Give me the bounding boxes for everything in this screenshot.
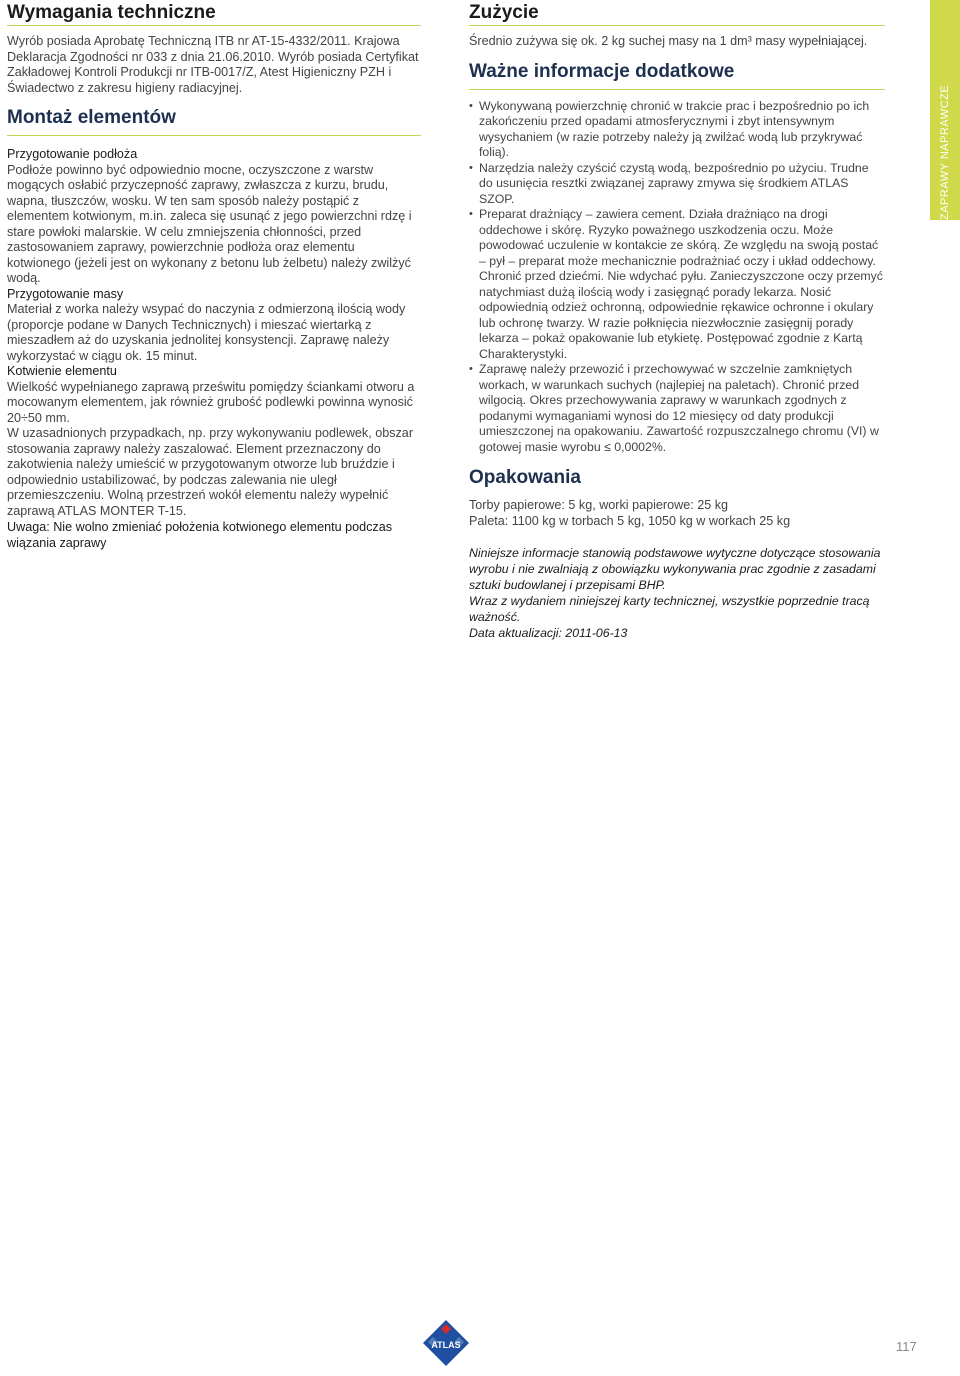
info-list [469,99,885,456]
prep-mass-heading: Przygotowanie masy [7,286,124,301]
packaging-line-2: Paleta: 1100 kg w torbach 5 kg, 1050 kg w workach 25 kg [469,513,791,528]
prep-base-text: Podłoże powinno być odpowiednio mocne, oczyszczone z warstw mogących osłabić przyczepność zaprawy, zwłaszcza z kurzu, brudu, wapna, tłuszczów, wosku. W ten sam sposób należy postąpić z elementem kotwionym, m.in. zaleca się usunąć z jego powierzchni rdzę i stare powłoki malarskie. W celu zmniejszenia chłonności, przed zastosowaniem zaprawy, powierzchnie podłoża oraz elementu kotwionego (jeżeli jest on wykonany z betonu lub żelbetu) należy zwilżyć wodą. [7,162,412,285]
montage-heading: Montaż elementów [7,107,421,136]
usage-text: Średnio zużywa się ok. 2 kg suchej masy na 1 dm³ masy wypełniającej. [469,34,868,48]
anchoring-heading: Kotwienie elementu [7,364,117,378]
left-column [7,0,421,551]
list-item: • Zaprawę należy przewozić i przechowywać w szczelnie zamkniętych workach, w warunkach suchych (najlepiej na paletach). Chronić przed wilgocią. Okres przechowywania zaprawy w warunkach zgodnych z podanymi wymaganiami wynosi do 12 miesięcy od daty produkcji umieszczonej na opakowaniu. Zawartość rozpuszczalnego chromu (VI) w gotowej masie wyrobu ≤ 0,0002%. [469,362,885,455]
packaging-line-1: Torby papierowe: 5 kg, worki papierowe: 25 kg [469,498,729,512]
warning-text: Uwaga: Nie wolno zmieniać położenia kotwionego elementu podczas wiązania zaprawy [7,520,393,550]
list-item: • Preparat drażniący – zawiera cement. Działa drażniąco na drogi oddechowe i skórę. Ryzyko poważnego uszkodzenia oczu. Może powodować uczulenie w kontakcie ze skórą. Ze względu na swoją postać – pył – preparat może mechanicznie podrażniać oczy i układ oddechowy. Chronić przed dziećmi. Nie wdychać pyłu. Zanieczyszczone oczy przemyć natychmiast dużą ilością wody i zasięgnąć porady lekarza. Nosić odpowiednią odzież ochronną, odpowiednie rękawice ochronne i okulary lub ochronę twarzy. W razie połknięcia niezwłocznie zasięgnij porady lekarza – pokaż opakowanie lub etykietę. Postępować zgodnie z Kartą Charakterystyki. [469,207,885,362]
prep-base-heading: Przygotowanie podłoża [7,147,138,161]
info-heading: Ważne informacje dodatkowe [469,61,885,90]
atlas-logo [421,1318,471,1368]
page-number: 117 [896,1339,917,1354]
side-tab-label: ZAPRAWY NAPRAWCZE [939,84,951,220]
list-item: • Narzędzia należy czyścić czystą wodą, bezpośrednio po użyciu. Trudne do usunięcia resztki związanej zaprawy zmywa się środkiem ATLAS SZOP. [469,161,885,208]
anchoring-text-1: Wielkość wypełnianego zaprawą prześwitu pomiędzy ściankami otworu a mocowanym elementem, jak również grubość podlewki powinna wynosić 20÷50 mm. [7,379,415,425]
list-item: • Wykonywaną powierzchnię chronić w trakcie prac i bezpośrednio po ich zakończeniu przed opadami atmosferycznymi i zbyt intensywnym wysychaniem (w razie potrzeby należy ją zwilżać wodą lub przykrywać folią). [469,99,885,161]
logo-text: ATLAS [431,1340,461,1350]
usage-heading: Zużycie [469,0,885,26]
packaging-heading: Opakowania [469,467,581,488]
anchoring-text-2: W uzasadnionych przypadkach, np. przy wykonywaniu podlewek, obszar stosowania zaprawy należy zaszalować. Element przeznaczony do zakotwienia należy umieścić w przygotowanym otworze lub bruździe i odpowiednio ustabilizować, by podczas zalewania nie uległ przemieszczeniu. Wolną przestrzeń wokół elementu należy wypełnić zaprawą ATLAS MONTER T-15. [7,426,414,518]
prep-mass-text: Materiał z worka należy wsypać do naczynia z odmierzoną ilością wody (proporcje podane w Danych Technicznych) i mieszać wiertarką z mieszadłem aż do uzyskania jednolitej konsystencji. Zaprawę należy wykorzystać w ciągu ok. 15 minut. [7,302,406,363]
side-tab [930,0,960,220]
disclaimer-text: Niniejsze informacje stanowią podstawowe wytyczne dotyczące stosowania wyrobu i nie zwalniają z obowiązku wykonywania prac zgodnie z zasadami sztuki budowlanej i przepisami BHP. [469,546,881,592]
right-column [469,0,885,641]
update-date: Data aktualizacji: 2011-06-13 [469,626,628,640]
tech-requirements-text: Wyrób posiada Aprobatę Techniczną ITB nr AT-15-4332/2011. Krajowa Deklaracja Zgodności nr 033 z dnia 21.06.2010. Wyrób posiada Certyfikat Zakładowej Kontroli Produkcji nr ITB-0017/Z, Atest Higieniczny PZH i Świadectwo z zakresu higieny radiacyjnej. [7,34,419,95]
disclaimer-validity-text: Wraz z wydaniem niniejszej karty technicznej, wszystkie poprzednie tracą ważność. [469,594,870,624]
tech-requirements-heading: Wymagania techniczne [7,0,421,26]
